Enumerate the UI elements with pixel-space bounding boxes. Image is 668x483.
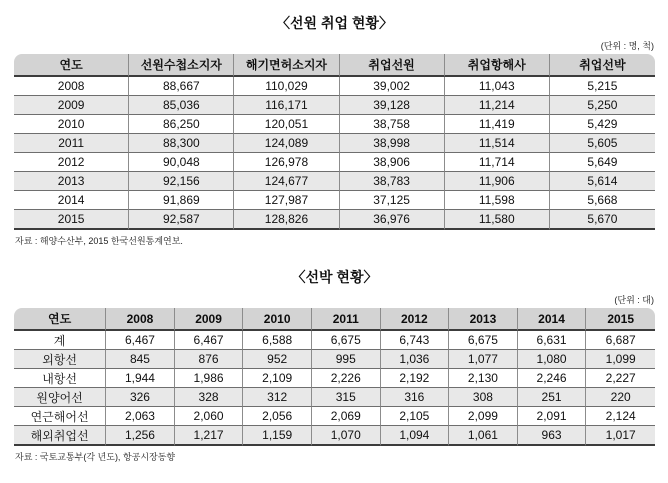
table-cell: 2008 <box>14 77 129 96</box>
table-cell: 2,124 <box>586 407 655 426</box>
column-header: 연도 <box>14 54 129 77</box>
table-cell: 11,714 <box>445 153 550 172</box>
table-cell: 86,250 <box>129 115 234 134</box>
table-cell: 5,250 <box>550 96 655 115</box>
column-header: 2011 <box>312 308 381 331</box>
table-cell: 1,944 <box>106 369 175 388</box>
table1-source-note: 자료 : 해양수산부, 2015 한국선원통계연보. <box>15 236 183 246</box>
table-cell: 1,159 <box>243 426 312 446</box>
table-cell: 952 <box>243 350 312 369</box>
table-cell: 1,061 <box>449 426 518 446</box>
table-cell: 88,667 <box>129 77 234 96</box>
table-cell: 116,171 <box>234 96 339 115</box>
table-cell: 1,217 <box>175 426 244 446</box>
table2-title: 〈선박 현황〉 <box>291 269 378 285</box>
table-cell: 845 <box>106 350 175 369</box>
table-cell: 1,070 <box>312 426 381 446</box>
table-cell: 220 <box>586 388 655 407</box>
table-cell: 11,214 <box>445 96 550 115</box>
table-cell: 876 <box>175 350 244 369</box>
table-cell: 85,036 <box>129 96 234 115</box>
table-cell: 11,419 <box>445 115 550 134</box>
table-cell: 2,056 <box>243 407 312 426</box>
table-cell: 308 <box>449 388 518 407</box>
table-cell: 1,036 <box>381 350 450 369</box>
table-cell: 127,987 <box>234 191 339 210</box>
table-cell: 11,598 <box>445 191 550 210</box>
table-cell: 39,128 <box>340 96 445 115</box>
table-cell: 251 <box>518 388 587 407</box>
table-row <box>14 96 655 115</box>
table-cell: 38,998 <box>340 134 445 153</box>
table-cell: 6,743 <box>381 331 450 350</box>
table-cell: 1,099 <box>586 350 655 369</box>
table-cell: 6,675 <box>312 331 381 350</box>
table-cell: 5,649 <box>550 153 655 172</box>
column-header: 해기면허소지자 <box>234 54 339 77</box>
header-row <box>14 54 655 77</box>
table-cell: 5,670 <box>550 210 655 230</box>
table-cell: 2,060 <box>175 407 244 426</box>
table-row <box>14 172 655 191</box>
table2-unit-note: (단위 : 대) <box>614 295 654 305</box>
seafarer-employment-section <box>14 14 655 247</box>
table-row <box>14 407 655 426</box>
table-cell: 2,226 <box>312 369 381 388</box>
table-cell: 124,677 <box>234 172 339 191</box>
table-cell: 326 <box>106 388 175 407</box>
table-cell: 6,631 <box>518 331 587 350</box>
table-row <box>14 153 655 172</box>
table-cell: 내항선 <box>14 369 106 388</box>
table-cell: 2013 <box>14 172 129 191</box>
table-cell: 1,017 <box>586 426 655 446</box>
table-cell: 88,300 <box>129 134 234 153</box>
table-cell: 5,668 <box>550 191 655 210</box>
table-cell: 2,063 <box>106 407 175 426</box>
column-header: 선원수첩소지자 <box>129 54 234 77</box>
column-header: 취업항해사 <box>445 54 550 77</box>
table-cell: 995 <box>312 350 381 369</box>
table-cell: 원양어선 <box>14 388 106 407</box>
table1-unit-note: (단위 : 명, 척) <box>600 41 654 51</box>
table-cell: 11,580 <box>445 210 550 230</box>
table-cell: 연근해어선 <box>14 407 106 426</box>
table-cell: 11,043 <box>445 77 550 96</box>
table-cell: 91,869 <box>129 191 234 210</box>
table-cell: 2,105 <box>381 407 450 426</box>
column-header: 2013 <box>449 308 518 331</box>
table-cell: 6,675 <box>449 331 518 350</box>
column-header: 2009 <box>175 308 244 331</box>
table-cell: 2015 <box>14 210 129 230</box>
table-cell: 2,069 <box>312 407 381 426</box>
table-cell: 5,614 <box>550 172 655 191</box>
table-cell: 963 <box>518 426 587 446</box>
table-cell: 6,467 <box>175 331 244 350</box>
table-cell: 계 <box>14 331 106 350</box>
table-cell: 6,687 <box>586 331 655 350</box>
table-cell: 1,256 <box>106 426 175 446</box>
table-row <box>14 331 655 350</box>
table-cell: 39,002 <box>340 77 445 96</box>
table-cell: 1,094 <box>381 426 450 446</box>
table-cell: 315 <box>312 388 381 407</box>
table-cell: 2,099 <box>449 407 518 426</box>
table-cell: 328 <box>175 388 244 407</box>
table-cell: 1,080 <box>518 350 587 369</box>
column-header: 2015 <box>586 308 655 331</box>
table-cell: 2,091 <box>518 407 587 426</box>
vessel-status-table <box>14 308 655 446</box>
seafarer-employment-table <box>14 54 655 230</box>
table-cell: 1,077 <box>449 350 518 369</box>
table-cell: 5,605 <box>550 134 655 153</box>
table-cell: 126,978 <box>234 153 339 172</box>
table-cell: 1,986 <box>175 369 244 388</box>
table-cell: 120,051 <box>234 115 339 134</box>
table-cell: 2014 <box>14 191 129 210</box>
table-cell: 해외취업선 <box>14 426 106 446</box>
column-header: 연도 <box>14 308 106 331</box>
table-cell: 316 <box>381 388 450 407</box>
table-cell: 5,215 <box>550 77 655 96</box>
table-cell: 124,089 <box>234 134 339 153</box>
table-cell: 2009 <box>14 96 129 115</box>
table-cell: 36,976 <box>340 210 445 230</box>
column-header: 2012 <box>381 308 450 331</box>
table-cell: 외항선 <box>14 350 106 369</box>
table-cell: 2012 <box>14 153 129 172</box>
table-row <box>14 191 655 210</box>
table-cell: 110,029 <box>234 77 339 96</box>
table-cell: 11,514 <box>445 134 550 153</box>
table-cell: 2010 <box>14 115 129 134</box>
column-header: 2008 <box>106 308 175 331</box>
table-cell: 38,758 <box>340 115 445 134</box>
table1-title: 〈선원 취업 현황〉 <box>276 15 393 31</box>
table-cell: 2,192 <box>381 369 450 388</box>
table-cell: 2,109 <box>243 369 312 388</box>
table-cell: 92,587 <box>129 210 234 230</box>
table-cell: 90,048 <box>129 153 234 172</box>
table-row <box>14 134 655 153</box>
column-header: 2010 <box>243 308 312 331</box>
column-header: 취업선원 <box>340 54 445 77</box>
table-cell: 2,246 <box>518 369 587 388</box>
table-cell: 6,467 <box>106 331 175 350</box>
header-row <box>14 308 655 331</box>
table-cell: 11,906 <box>445 172 550 191</box>
table2-source-note: 자료 : 국토교통부(각 년도), 항공시장동향 <box>15 452 176 462</box>
table-cell: 37,125 <box>340 191 445 210</box>
table-cell: 38,906 <box>340 153 445 172</box>
table-cell: 2,130 <box>449 369 518 388</box>
table-cell: 38,783 <box>340 172 445 191</box>
table-row <box>14 210 655 230</box>
table-row <box>14 388 655 407</box>
table-row <box>14 369 655 388</box>
vessel-status-section <box>14 268 655 463</box>
table-row <box>14 350 655 369</box>
table-cell: 312 <box>243 388 312 407</box>
table-cell: 5,429 <box>550 115 655 134</box>
table-cell: 2011 <box>14 134 129 153</box>
table-row <box>14 77 655 96</box>
table-cell: 6,588 <box>243 331 312 350</box>
column-header: 2014 <box>518 308 587 331</box>
table-cell: 128,826 <box>234 210 339 230</box>
table-cell: 92,156 <box>129 172 234 191</box>
table-cell: 2,227 <box>586 369 655 388</box>
table-row <box>14 426 655 446</box>
column-header: 취업선박 <box>550 54 655 77</box>
table-row <box>14 115 655 134</box>
